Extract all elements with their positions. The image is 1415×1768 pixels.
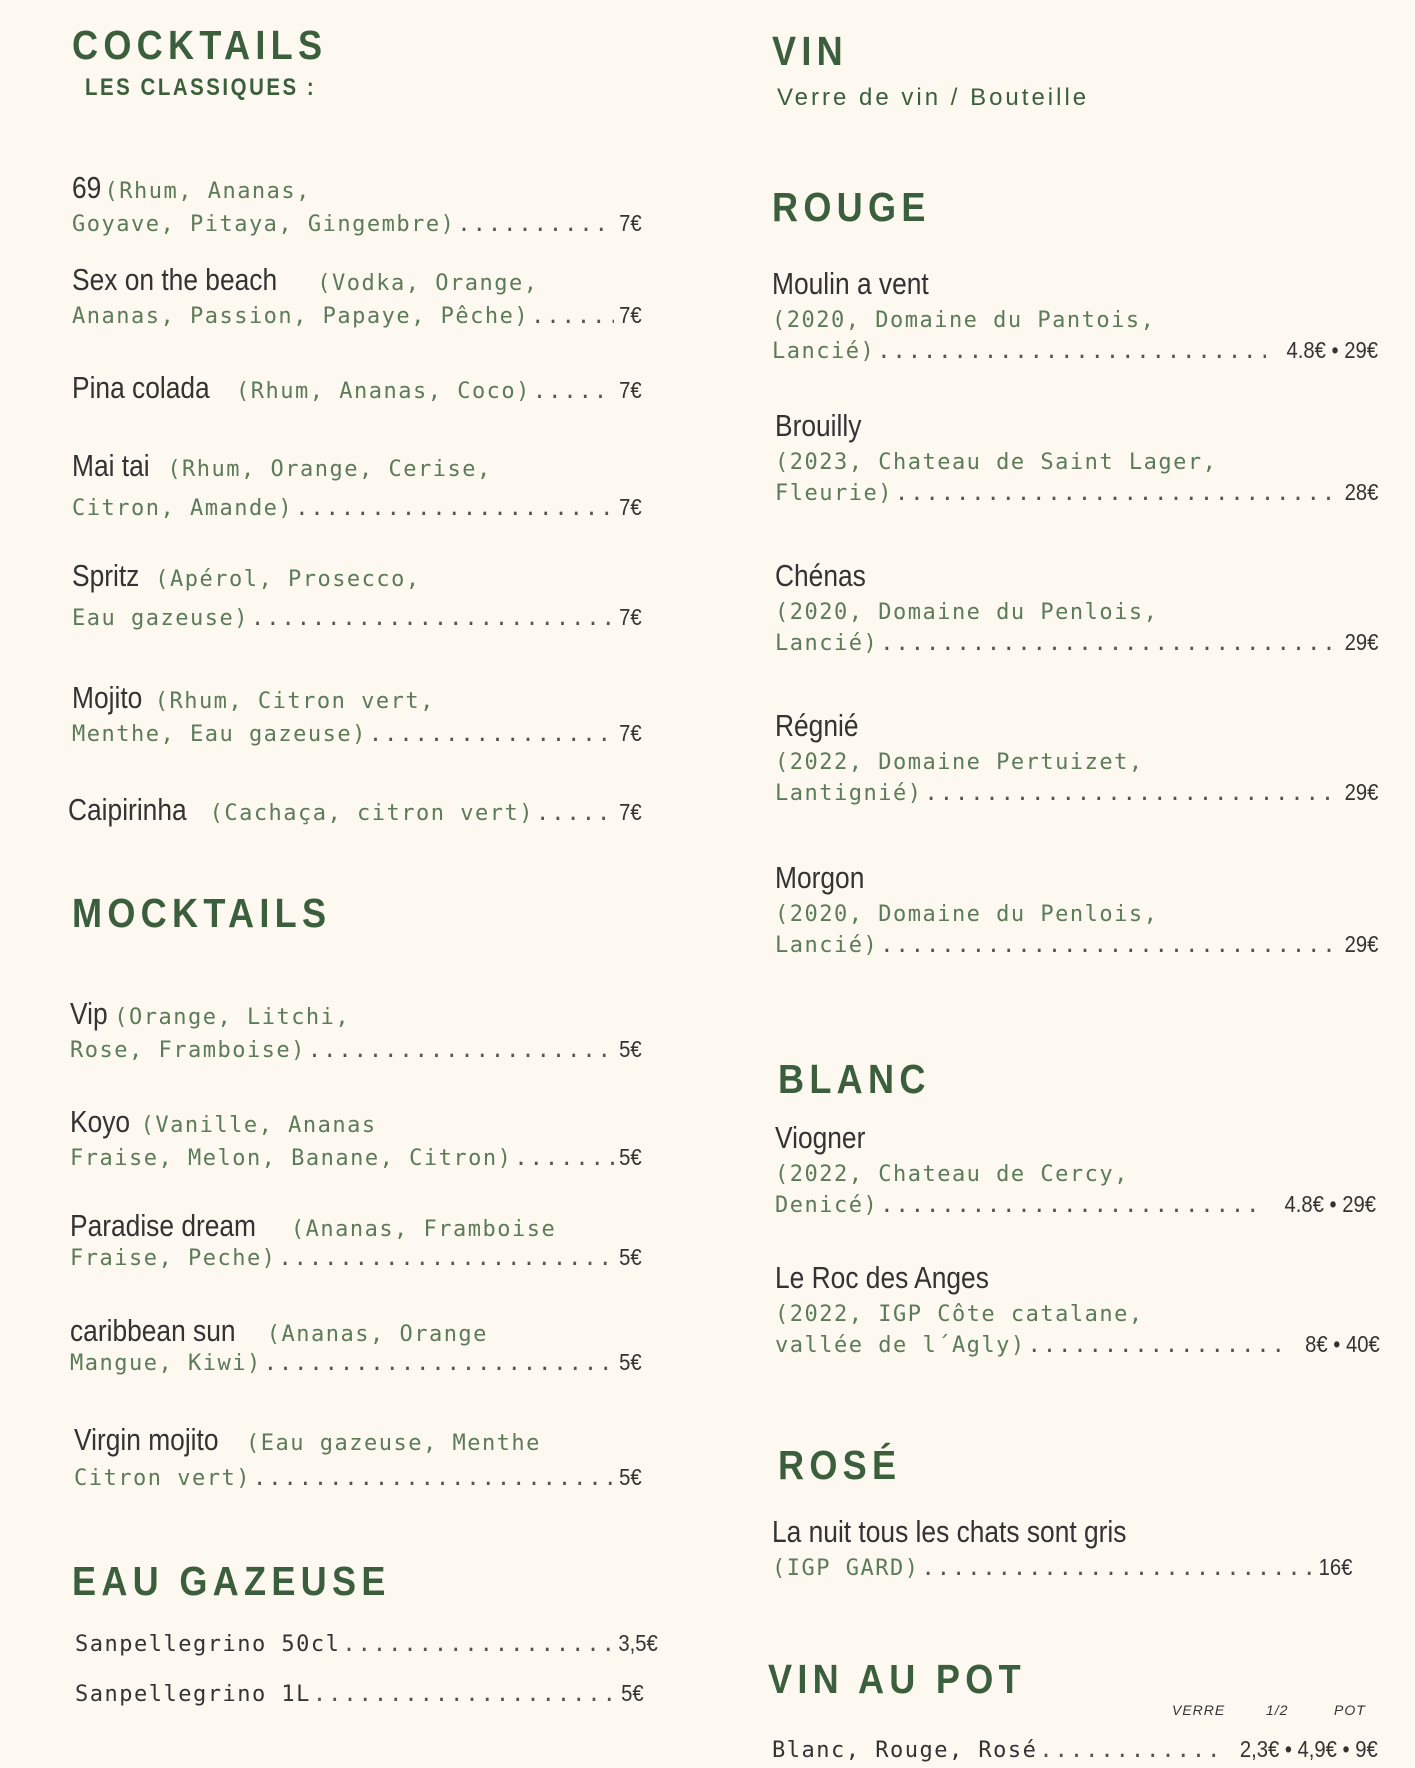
dot-leader (308, 1038, 614, 1063)
wine-item-viogner (775, 1120, 1376, 1218)
item-desc: (2022, Domaine Pertuizet, (775, 750, 1144, 775)
wine-item-la-nuit (772, 1514, 1352, 1581)
item-desc: (Eau gazeuse, Menthe (246, 1431, 541, 1456)
item-desc: Eau gazeuse) (72, 606, 249, 631)
item-price: 7€ (619, 494, 642, 520)
item-price: 5€ (619, 1349, 642, 1375)
cocktails-title: COCKTAILS (72, 22, 328, 68)
dot-leader (264, 1351, 615, 1376)
item-price: 16€ (1318, 1554, 1352, 1580)
item-price: 5€ (621, 1680, 644, 1706)
dot-leader (1039, 1738, 1219, 1763)
dot-leader (880, 1193, 1264, 1218)
item-desc: (2020, Domaine du Penlois, (775, 600, 1159, 625)
item-desc: (Vanille, Ananas (140, 1113, 377, 1138)
item-price: 7€ (619, 302, 642, 328)
dot-leader (533, 379, 614, 404)
cocktails-subtitle: LES CLASSIQUES : (85, 74, 317, 101)
dot-leader (880, 631, 1337, 656)
dot-leader (369, 722, 615, 747)
item-price: 29€ (1344, 931, 1378, 957)
col-header-verre: VERRE (1172, 1702, 1226, 1718)
item-desc: Ananas, Passion, Papaye, Pêche) (72, 304, 530, 329)
item-price: 2,3€ • 4,9€ • 9€ (1240, 1736, 1378, 1762)
eau-item-1l (75, 1680, 644, 1707)
item-price: 8€ • 40€ (1305, 1331, 1380, 1357)
item-desc: Citron, Amande) (72, 496, 294, 521)
item-desc: Rose, Framboise) (70, 1038, 306, 1063)
item-price: 7€ (619, 604, 642, 630)
dot-leader (880, 933, 1337, 958)
vin-subtitle: Verre de vin / Bouteille (777, 84, 1090, 111)
item-desc: (2022, Chateau de Cercy, (775, 1162, 1129, 1187)
item-price: 3,5€ (618, 1630, 658, 1656)
item-desc: vallée de l´Agly) (775, 1333, 1026, 1358)
item-price: 7€ (619, 720, 642, 746)
item-price: 7€ (619, 377, 642, 403)
dot-leader (342, 1632, 611, 1657)
item-desc: Denicé) (775, 1193, 879, 1218)
item-price: 7€ (619, 210, 642, 236)
item-name: Koyo (70, 1104, 131, 1139)
dot-leader (1028, 1333, 1288, 1358)
item-desc: Goyave, Pitaya, Gingembre) (72, 212, 456, 237)
item-desc: (Rhum, Ananas, Coco) (236, 379, 531, 404)
dot-leader (536, 801, 614, 826)
item-price: 5€ (619, 1244, 642, 1270)
item-desc: (Vodka, Orange, (317, 271, 539, 296)
item-name: Sex on the beach (72, 262, 278, 297)
item-price: 29€ (1344, 779, 1378, 805)
item-name: Mai tai (72, 448, 150, 483)
cocktail-item-mai-tai (72, 448, 642, 521)
wine-item-regnie (775, 708, 1378, 806)
wine-item-moulin-a-vent (772, 266, 1378, 364)
item-desc: Lantignié) (775, 781, 923, 806)
dot-leader (921, 1556, 1311, 1581)
item-name: Vip (70, 996, 108, 1031)
item-name: Régnié (775, 708, 859, 743)
item-name: Virgin mojito (74, 1422, 219, 1457)
item-desc: (IGP GARD) (772, 1556, 920, 1581)
wine-item-chenas (775, 558, 1378, 656)
item-name: Pina colada (72, 370, 210, 405)
col-header-pot: POT (1334, 1702, 1366, 1718)
item-name: Sanpellegrino 50cl (75, 1632, 341, 1657)
cocktail-item-mojito (72, 680, 642, 747)
dot-leader (251, 606, 614, 631)
item-name: Moulin a vent (772, 266, 929, 301)
item-desc: Fraise, Peche) (70, 1246, 277, 1271)
item-desc: Menthe, Eau gazeuse) (72, 722, 367, 747)
blanc-title: BLANC (778, 1056, 931, 1102)
eau-gazeuse-title: EAU GAZEUSE (72, 1558, 391, 1604)
wine-item-le-roc-des-anges (775, 1260, 1380, 1358)
wine-item-brouilly (775, 408, 1378, 506)
item-price: 4.8€ • 29€ (1286, 337, 1378, 363)
cocktail-item-sex-on-the-beach (72, 262, 642, 329)
item-name: caribbean sun (70, 1313, 236, 1348)
cocktail-item-pina-colada (72, 370, 642, 406)
dot-leader (895, 481, 1338, 506)
item-desc: (2023, Chateau de Saint Lager, (775, 450, 1218, 475)
item-price: 5€ (619, 1144, 642, 1170)
wine-item-morgon (775, 860, 1378, 958)
item-price: 5€ (619, 1464, 642, 1490)
mocktail-item-virgin-mojito (74, 1422, 642, 1491)
item-name: Morgon (775, 860, 865, 895)
item-desc: (Rhum, Orange, Cerise, (167, 457, 492, 482)
mocktail-item-paradise-dream (70, 1208, 642, 1271)
cocktail-item-caipirinha (68, 792, 642, 828)
dot-leader (313, 1682, 616, 1707)
item-desc: Lancié) (775, 933, 879, 958)
item-desc: Mangue, Kiwi) (70, 1351, 262, 1376)
vin-au-pot-title: VIN AU POT (768, 1656, 1026, 1702)
item-desc: (Ananas, Orange (266, 1322, 488, 1347)
item-price: 5€ (619, 1036, 642, 1062)
item-price: 7€ (619, 799, 642, 825)
eau-item-50cl (75, 1630, 658, 1657)
item-price: 4.8€ • 29€ (1284, 1191, 1376, 1217)
dot-leader (457, 212, 614, 237)
cocktail-item-spritz (72, 558, 642, 631)
item-name: Blanc, Rouge, Rosé (772, 1738, 1038, 1763)
rose-title: ROSÉ (778, 1442, 902, 1488)
item-name: Caipirinha (68, 792, 187, 827)
item-desc: Citron vert) (74, 1466, 251, 1491)
item-price: 28€ (1344, 479, 1378, 505)
item-price: 29€ (1344, 629, 1378, 655)
item-desc: (Orange, Litchi, (114, 1005, 351, 1030)
item-desc: (Ananas, Framboise (290, 1217, 557, 1242)
item-name: Chénas (775, 558, 866, 593)
pot-item-blanc-rouge-rose (772, 1736, 1378, 1763)
rouge-title: ROUGE (772, 184, 931, 230)
item-desc: (Rhum, Ananas, (104, 179, 311, 204)
item-desc: (Rhum, Citron vert, (154, 689, 435, 714)
item-name: La nuit tous les chats sont gris (772, 1514, 1127, 1549)
item-desc: Lancié) (775, 631, 879, 656)
item-desc: Lancié) (772, 339, 876, 364)
cocktail-item-69 (72, 170, 642, 237)
item-name: Sanpellegrino 1L (75, 1682, 311, 1707)
item-name: 69 (72, 170, 102, 205)
item-name: Le Roc des Anges (775, 1260, 989, 1295)
item-name: Paradise dream (70, 1208, 257, 1243)
dot-leader (531, 304, 614, 329)
mocktail-item-vip (70, 996, 642, 1063)
dot-leader (278, 1246, 614, 1271)
item-desc: (Cachaça, citron vert) (209, 801, 534, 826)
item-desc: (2022, IGP Côte catalane, (775, 1302, 1144, 1327)
dot-leader (924, 781, 1337, 806)
item-desc: Fraise, Melon, Banane, Citron) (70, 1146, 513, 1171)
dot-leader (514, 1146, 614, 1171)
item-name: Brouilly (775, 408, 862, 443)
item-desc: (2020, Domaine du Pantois, (772, 308, 1156, 333)
dot-leader (877, 339, 1266, 364)
col-header-half: 1/2 (1266, 1702, 1289, 1718)
item-desc: (Apérol, Prosecco, (155, 567, 421, 592)
dot-leader (295, 496, 614, 521)
mocktails-title: MOCKTAILS (72, 890, 332, 936)
item-desc: (2020, Domaine du Penlois, (775, 902, 1159, 927)
mocktail-item-caribbean-sun (70, 1313, 642, 1376)
item-desc: Fleurie) (775, 481, 893, 506)
item-name: Spritz (72, 558, 140, 593)
dot-leader (253, 1466, 614, 1491)
item-name: Viogner (775, 1120, 866, 1155)
mocktail-item-koyo (70, 1104, 642, 1171)
vin-title: VIN (772, 28, 848, 74)
item-name: Mojito (72, 680, 143, 715)
